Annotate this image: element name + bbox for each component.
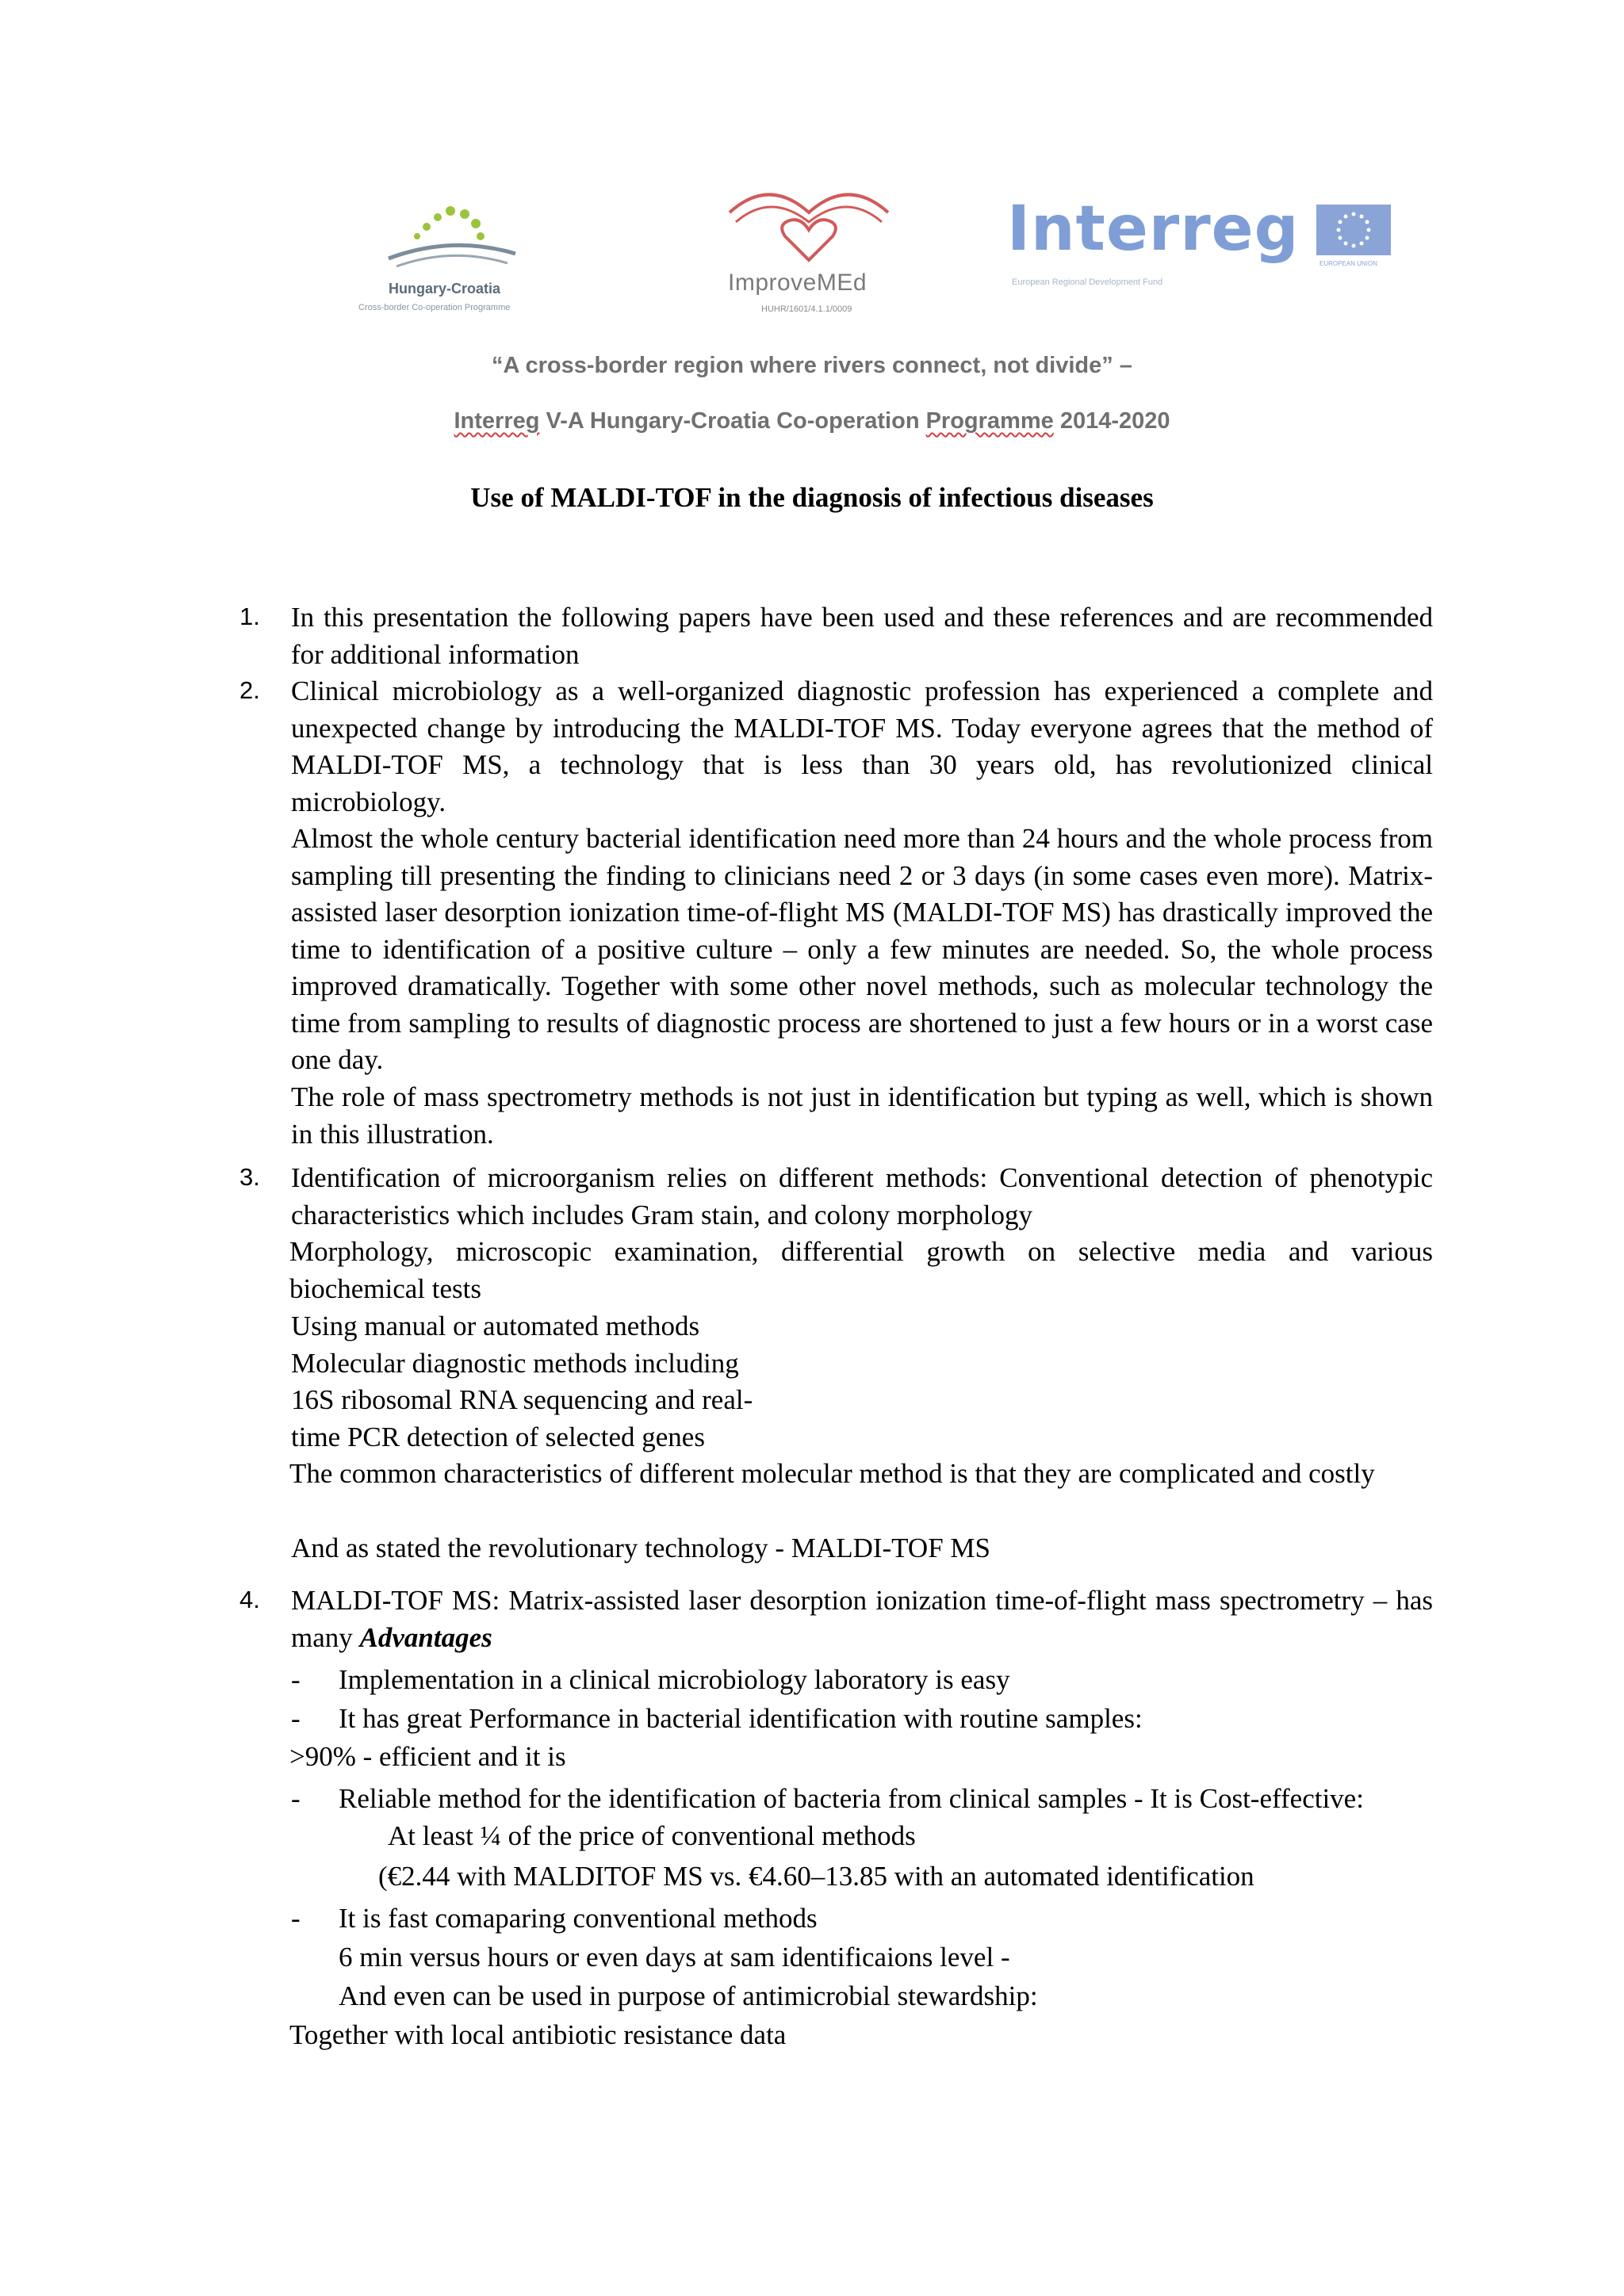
continuation-text: (€2.44 with MALDITOF MS vs. €4.60–13.85 with an automated identification (378, 1861, 1254, 1892)
continuation-text: 6 min versus hours or even days at sam identificaions level - (339, 1942, 1010, 1973)
programme-mid: V-A Hungary-Croatia Co-operation (539, 408, 926, 434)
item-3-paragraph: time PCR detection of selected genes (291, 1422, 705, 1452)
bullet-text: Reliable method for the identification of bacteria from clinical samples - It is Cost-effective: (339, 1783, 1364, 1814)
bullet-dash: - (291, 1783, 301, 1814)
item-3-paragraph: And as stated the revolutionary technology - MALDI-TOF MS (291, 1533, 990, 1563)
hungary-croatia-subtitle: Cross-border Co-operation Programme (358, 303, 511, 312)
improvemed-code: HUHR/1601/4.1.1/0009 (761, 304, 852, 314)
river-dots-icon (381, 203, 523, 282)
item-number: 2. (239, 676, 260, 704)
continuation-text: And even can be used in purpose of antimicrobial stewardship: (339, 1980, 1038, 2011)
item-4-intro-text: MALDI-TOF MS: Matrix-assisted laser desorption ionization time-of-flight mass spectrometry – has many (291, 1585, 1433, 1653)
bullet-dash: - (291, 1903, 301, 1934)
interreg-name: Interreg (1007, 193, 1300, 265)
slogan: “A cross-border region where rivers connect, not divide” – (492, 353, 1132, 378)
hungary-croatia-name: Hungary-Croatia (389, 281, 501, 297)
bullet-dash: - (291, 1664, 301, 1695)
programme-line (0, 408, 1624, 434)
item-3-paragraph: Molecular diagnostic methods including (291, 1348, 739, 1379)
eu-label: EUROPEAN UNION (1320, 260, 1377, 267)
interreg-fund: European Regional Development Fund (1012, 277, 1163, 287)
document-title: Use of MALDI-TOF in the diagnosis of infectious diseases (470, 482, 1154, 513)
item-2-paragraph: The role of mass spectrometry methods is not just in identification but typing as well, which is shown in this illustration. (291, 1081, 1433, 1150)
continuation-text: At least ¼ of the price of conventional methods (388, 1820, 916, 1851)
interreg-logo (1007, 193, 1404, 323)
bullet-dash: - (291, 1703, 301, 1734)
hungary-croatia-logo (349, 203, 547, 338)
improvemed-name: ImproveMEd (728, 270, 868, 296)
improvemed-logo (698, 181, 904, 339)
item-3-paragraph: 16S ribosomal RNA sequencing and real- (291, 1384, 753, 1415)
advantages-emphasis: Advantages (359, 1621, 492, 1653)
eu-flag-icon (1316, 205, 1391, 255)
item-4-intro (291, 1582, 1433, 1656)
bullet-text: It is fast comaparing conventional methods (339, 1903, 818, 1934)
hands-heart-icon (722, 181, 896, 268)
item-3-paragraph: Identification of microorganism relies on different methods: Conventional detection of phenotypic characteristics which includes Gram stain, and colony morphology (291, 1162, 1433, 1230)
item-number: 4. (239, 1586, 260, 1613)
item-2-paragraph: Clinical microbiology as a well-organized diagnostic profession has experienced a complete and unexpected change by introducing the MALDI-TOF MS. Today everyone agrees that the method of MALDI-TOF MS, a technology that is less than 30 years old, has revolutionized clinical microbiology. (291, 675, 1433, 817)
programme-prefix: Interreg (454, 408, 540, 434)
item-3-paragraph: Morphology, microscopic examination, differential growth on selective media and various biochemical tests (289, 1236, 1433, 1304)
item-number: 1. (239, 603, 260, 630)
bullet-text: Implementation in a clinical microbiology laboratory is easy (339, 1664, 1010, 1695)
item-3-paragraph: Using manual or automated methods (291, 1311, 700, 1341)
item-2-paragraph: Almost the whole century bacterial identification need more than 24 hours and the whole process from sampling till presenting the finding to clinicians need 2 or 3 days (in some cases even more). Matrix-assisted laser desorption ionization time-of-flight MS (MALDI-TOF MS) has drastically improved the time to identification of a positive culture – only a few minutes are needed. So, the whole process improved dramatically. Together with some other novel methods, such as molecular technology the time from sampling to results of diagnostic process are shortened to just a few hours or in a worst case one day. (291, 823, 1433, 1075)
programme-suffix: 2014-2020 (1053, 408, 1170, 434)
item-number: 3. (239, 1163, 260, 1191)
continuation-text: Together with local antibiotic resistance data (289, 2019, 787, 2050)
item-3-paragraph: The common characteristics of different molecular method is that they are complicated and costly (289, 1458, 1375, 1489)
header-logos (349, 181, 1404, 347)
programme-word: Programme (925, 408, 1054, 434)
item-1-text: In this presentation the following papers have been used and these references and are recommended for additional information (291, 602, 1433, 670)
bullet-text: It has great Performance in bacterial identification with routine samples: (339, 1703, 1143, 1734)
continuation-text: >90% - efficient and it is (289, 1741, 566, 1772)
